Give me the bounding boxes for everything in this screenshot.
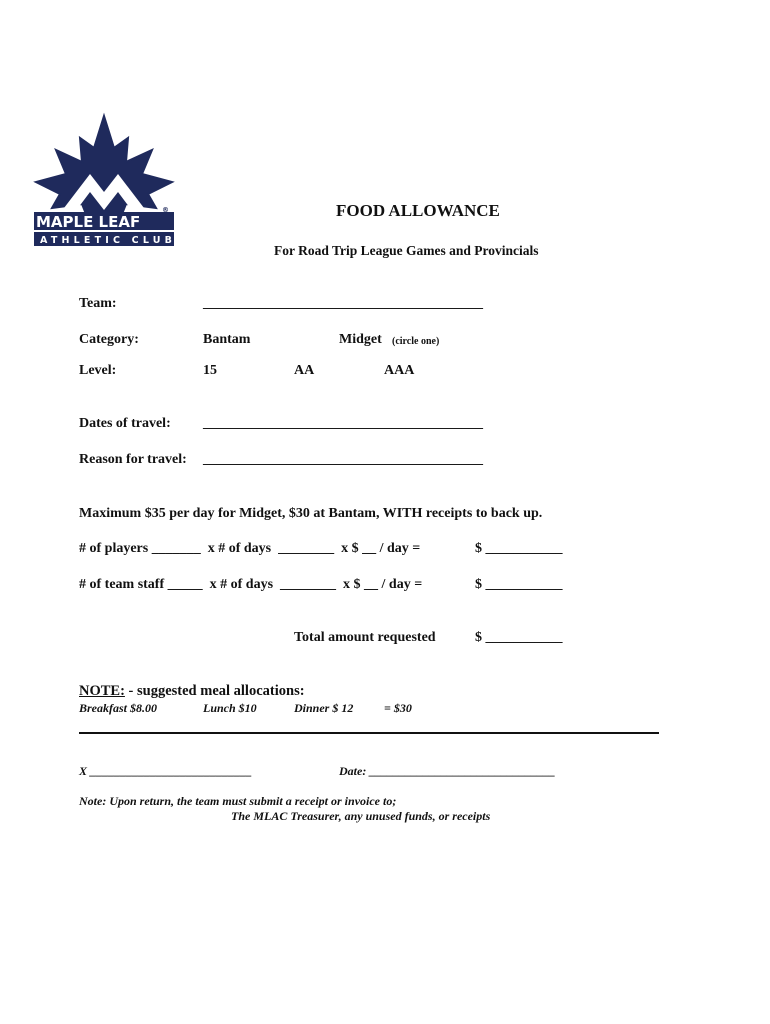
- total-label: Total amount requested: [294, 630, 436, 645]
- note-heading-text: - suggested meal allocations:: [124, 683, 305, 699]
- players-amount[interactable]: $ ___________: [475, 541, 563, 556]
- footer-note-line1: Note: Upon return, the team must submit a receipt or invoice to;: [79, 794, 397, 808]
- team-field[interactable]: ________________________________________: [203, 296, 483, 311]
- date-field[interactable]: Date: _______________________________: [339, 764, 556, 778]
- form-subtitle: For Road Trip League Games and Provincials: [274, 243, 539, 258]
- level-label: Level:: [79, 363, 117, 378]
- dates-label: Dates of travel:: [79, 416, 171, 431]
- signature-field[interactable]: X ___________________________: [79, 764, 253, 778]
- maximum-text: Maximum $35 per day for Midget, $30 at Bantam, WITH receipts to back up.: [79, 506, 543, 521]
- form-title: FOOD ALLOWANCE: [336, 201, 500, 220]
- meal-lunch: Lunch $10: [203, 701, 257, 715]
- category-option-bantam[interactable]: Bantam: [203, 332, 251, 347]
- logo-top-text: MAPLE LEAF: [36, 213, 141, 231]
- maple-leaf-logo: [30, 112, 178, 252]
- staff-amount[interactable]: $ ___________: [475, 577, 563, 592]
- reason-label: Reason for travel:: [79, 452, 187, 467]
- category-label: Category:: [79, 332, 139, 347]
- divider-rule: [79, 732, 659, 734]
- total-amount[interactable]: $ ___________: [475, 630, 563, 645]
- circle-one-note: (circle one): [392, 336, 440, 347]
- dates-field[interactable]: ________________________________________: [203, 416, 483, 431]
- team-label: Team:: [79, 296, 117, 311]
- staff-line[interactable]: # of team staff _____ x # of days ________ x $ __ / day =: [79, 577, 423, 592]
- level-option-aaa[interactable]: AAA: [384, 363, 415, 378]
- players-line[interactable]: # of players _______ x # of days ________ x $ __ / day =: [79, 541, 421, 556]
- meal-total: = $30: [384, 701, 412, 715]
- level-option-aa[interactable]: AA: [294, 363, 315, 378]
- category-option-midget[interactable]: Midget: [339, 332, 382, 347]
- level-option-15[interactable]: 15: [203, 363, 217, 378]
- footer-note-line2: The MLAC Treasurer, any unused funds, or receipts: [231, 809, 491, 823]
- note-heading-label: NOTE:: [79, 683, 125, 699]
- note-heading: [79, 683, 305, 700]
- meal-dinner: Dinner $ 12: [294, 701, 354, 715]
- registered-mark: ®: [162, 206, 169, 214]
- meal-breakfast: Breakfast $8.00: [79, 701, 157, 715]
- logo-bottom-text: ATHLETIC CLUB: [40, 235, 177, 246]
- reason-field[interactable]: ________________________________________: [203, 452, 483, 467]
- maple-leaf-icon: [30, 112, 178, 252]
